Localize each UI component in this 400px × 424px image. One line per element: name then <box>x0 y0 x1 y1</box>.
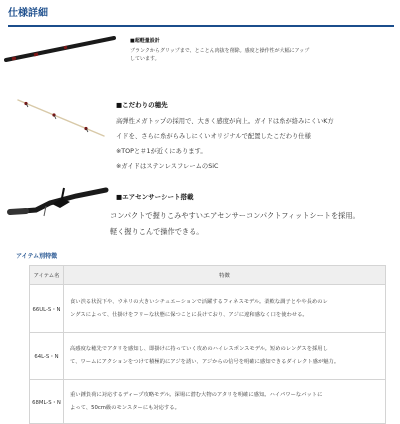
feature-title-tip: ■こだわりの穂先 <box>116 101 168 109</box>
table-row <box>30 380 386 424</box>
feature-line: ブランクからグリップまで、とことん肉抜を削除。感度と操作性が大幅にアップ <box>130 48 310 54</box>
reel-seat-photo <box>6 172 110 234</box>
feature-text-line: 食い渋る状況下や、ウネリの大きいシチュエーションで活躍するフィネスモデル。柔軟な調子とやや長めのレ <box>70 298 328 305</box>
feature-line: しています。 <box>130 56 160 62</box>
feature-body-tip <box>116 114 334 174</box>
feature-line: コンパクトで握りこみやすいエアセンサーコンパクトフィットシートを採用。 <box>110 211 360 220</box>
item-name-cell: 64L-S・N <box>30 333 64 380</box>
column-header-features: 特徴 <box>64 266 386 285</box>
item-name-cell: 66UL-S・N <box>30 285 64 333</box>
feature-text-line: て、ワームにアクションをつけて積極的にアジを誘い、アジからの信号を明確に感知できるダイレクト感が魅力。 <box>70 359 340 365</box>
feature-title-lightweight: ■超軽量設計 <box>130 38 160 44</box>
item-name-cell: 68ML-S・N <box>30 380 64 424</box>
feature-line: イドを、さらに糸がらみしにくいオリジナルで配置したこだわり仕様 <box>116 133 311 140</box>
feature-line: ※ガイドはステンレスフレームのSiC <box>116 163 219 170</box>
page-title: 仕様詳細 <box>8 4 394 27</box>
feature-text-line: 重い錘負荷に対応するディープ攻略モデル。深場に潜む大物のアタリを明確に感知。ハイパワーなバットに <box>70 391 323 398</box>
item-features-table <box>29 265 386 424</box>
item-feature-cell <box>64 380 386 424</box>
item-table-heading: アイテム別特徴 <box>16 253 58 260</box>
item-feature-cell <box>64 333 386 380</box>
item-feature-cell <box>64 285 386 333</box>
rod-blank-photo <box>4 30 116 70</box>
feature-line: ※TOPと＃1が近くにあります。 <box>116 148 207 155</box>
table-row <box>30 285 386 333</box>
feature-line: 高弾性メガトップの採用で、大きく感度が向上。ガイドは糸が絡みにくいK方 <box>116 118 334 125</box>
feature-text-line: 高感度な穂先でアタリを感知し、即掛けに持っていく攻めのハイレスポンスモデル。短めのレングスを採用し <box>70 346 328 352</box>
column-header-item-name: アイテム名 <box>30 266 64 285</box>
rod-tip-photo <box>16 96 106 140</box>
feature-title-reel-seat: ■エアセンサーシート搭載 <box>116 193 194 201</box>
feature-body-lightweight <box>130 47 309 63</box>
table-header-row <box>30 266 386 285</box>
table-row <box>30 333 386 380</box>
feature-line: 軽く握りこんで操作できる。 <box>110 227 204 236</box>
feature-body-reel-seat <box>110 208 360 240</box>
feature-text-line: よって、50cm級のモンスターにも対応する。 <box>70 404 180 411</box>
feature-text-line: ングスによって、仕掛けをフリーな状態に保つことに長けており、アジに違和感なく口を使わせる。 <box>70 311 308 318</box>
